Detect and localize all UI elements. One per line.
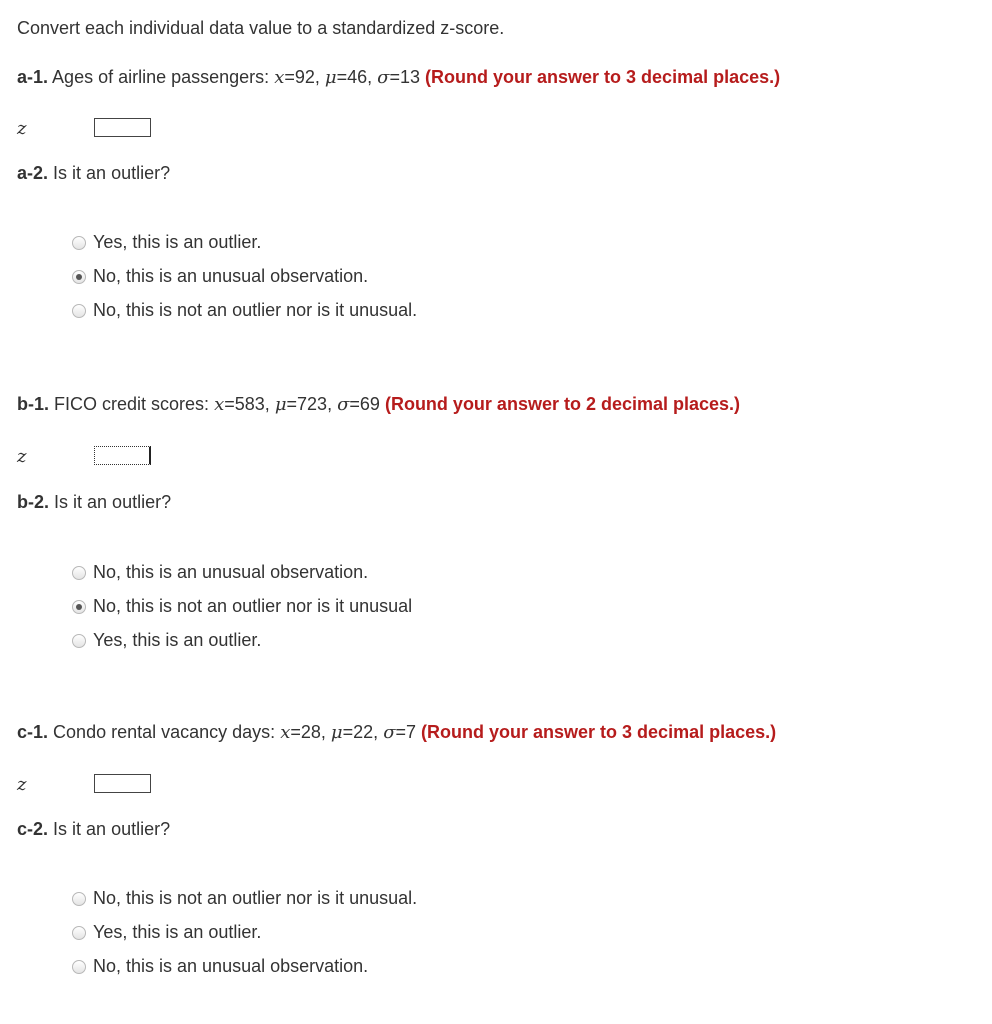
z-input-c[interactable] <box>94 774 151 793</box>
option-b-0[interactable] <box>72 562 368 583</box>
mu-symbol: μ <box>324 67 337 88</box>
radio-button[interactable] <box>72 566 86 580</box>
radio-button[interactable] <box>72 270 86 284</box>
x-symbol: x <box>214 394 225 415</box>
question-c2 <box>17 819 170 840</box>
part-label: a-2. <box>17 163 49 183</box>
radio-button[interactable] <box>72 304 86 318</box>
option-c-0[interactable] <box>72 888 417 909</box>
question-b2 <box>17 492 171 513</box>
part-label: b-2. <box>17 492 50 512</box>
radio-button[interactable] <box>72 960 86 974</box>
question-c1: c-1. Condo rental vacancy days: x=28, μ=22, σ=7 (Round your answer to 3 decimal places.) <box>17 722 777 743</box>
z-input-b[interactable] <box>94 446 151 465</box>
mu-value: 723 <box>297 394 328 414</box>
x-symbol: x <box>280 722 291 743</box>
z-input-a[interactable] <box>94 118 151 137</box>
question-text: Is it an outlier? <box>53 163 171 183</box>
x-value: 92 <box>294 67 315 87</box>
z-label: z <box>17 774 27 795</box>
question-text: Is it an outlier? <box>54 492 172 512</box>
question-a1: a-1. Ages of airline passengers: x=92, μ=46, σ=13 (Round your answer to 3 decimal places.) <box>17 67 781 88</box>
radio-button[interactable] <box>72 634 86 648</box>
mu-symbol: μ <box>274 394 287 415</box>
sigma-value: 13 <box>399 67 421 87</box>
radio-button[interactable] <box>72 892 86 906</box>
radio-button[interactable] <box>72 600 86 614</box>
question-b1: b-1. FICO credit scores: x=583, μ=723, σ=69 (Round your answer to 2 decimal places.) <box>17 394 741 415</box>
mu-value: 22 <box>353 722 374 742</box>
question-text: Is it an outlier? <box>53 819 171 839</box>
option-label: Yes, this is an outlier. <box>93 232 262 252</box>
option-c-1[interactable] <box>72 922 261 943</box>
option-a-0[interactable] <box>72 232 261 253</box>
option-c-2[interactable] <box>72 956 368 977</box>
sigma-symbol: σ <box>337 394 350 415</box>
z-label: z <box>17 118 27 139</box>
option-b-2[interactable] <box>72 630 261 651</box>
option-label: No, this is an unusual observation. <box>93 562 369 582</box>
part-label: c-2. <box>17 819 49 839</box>
x-value: 583 <box>234 394 265 414</box>
sigma-value: 7 <box>406 722 417 742</box>
question-text: Ages of airline passengers: <box>52 67 270 87</box>
option-label: No, this is not an outlier nor is it unusual. <box>93 888 418 908</box>
option-label: No, this is not an outlier nor is it unusual. <box>93 300 418 320</box>
round-instruction: (Round your answer to 2 decimal places.) <box>384 394 741 414</box>
option-label: No, this is an unusual observation. <box>93 266 369 286</box>
question-a2 <box>17 163 170 184</box>
round-instruction: (Round your answer to 3 decimal places.) <box>421 722 777 742</box>
question-text: Condo rental vacancy days: <box>53 722 276 742</box>
option-a-1[interactable] <box>72 266 368 287</box>
sigma-symbol: σ <box>383 722 396 743</box>
option-b-1[interactable] <box>72 596 412 617</box>
option-label: Yes, this is an outlier. <box>93 630 262 650</box>
option-a-2[interactable] <box>72 300 417 321</box>
part-label: a-1. <box>17 67 49 87</box>
instructions: Convert each individual data value to a standardized z-score. <box>17 18 505 38</box>
sigma-value: 69 <box>359 394 380 414</box>
option-label: No, this is not an outlier nor is it unusual <box>93 596 413 616</box>
part-label: b-1. <box>17 394 50 414</box>
radio-button[interactable] <box>72 926 86 940</box>
option-label: Yes, this is an outlier. <box>93 922 262 942</box>
mu-symbol: μ <box>330 722 343 743</box>
z-label: z <box>17 446 27 467</box>
x-symbol: x <box>274 67 285 88</box>
radio-button[interactable] <box>72 236 86 250</box>
mu-value: 46 <box>347 67 368 87</box>
part-label: c-1. <box>17 722 49 742</box>
option-label: No, this is an unusual observation. <box>93 956 369 976</box>
sigma-symbol: σ <box>377 67 390 88</box>
question-text: FICO credit scores: <box>54 394 210 414</box>
round-instruction: (Round your answer to 3 decimal places.) <box>425 67 781 87</box>
x-value: 28 <box>300 722 321 742</box>
